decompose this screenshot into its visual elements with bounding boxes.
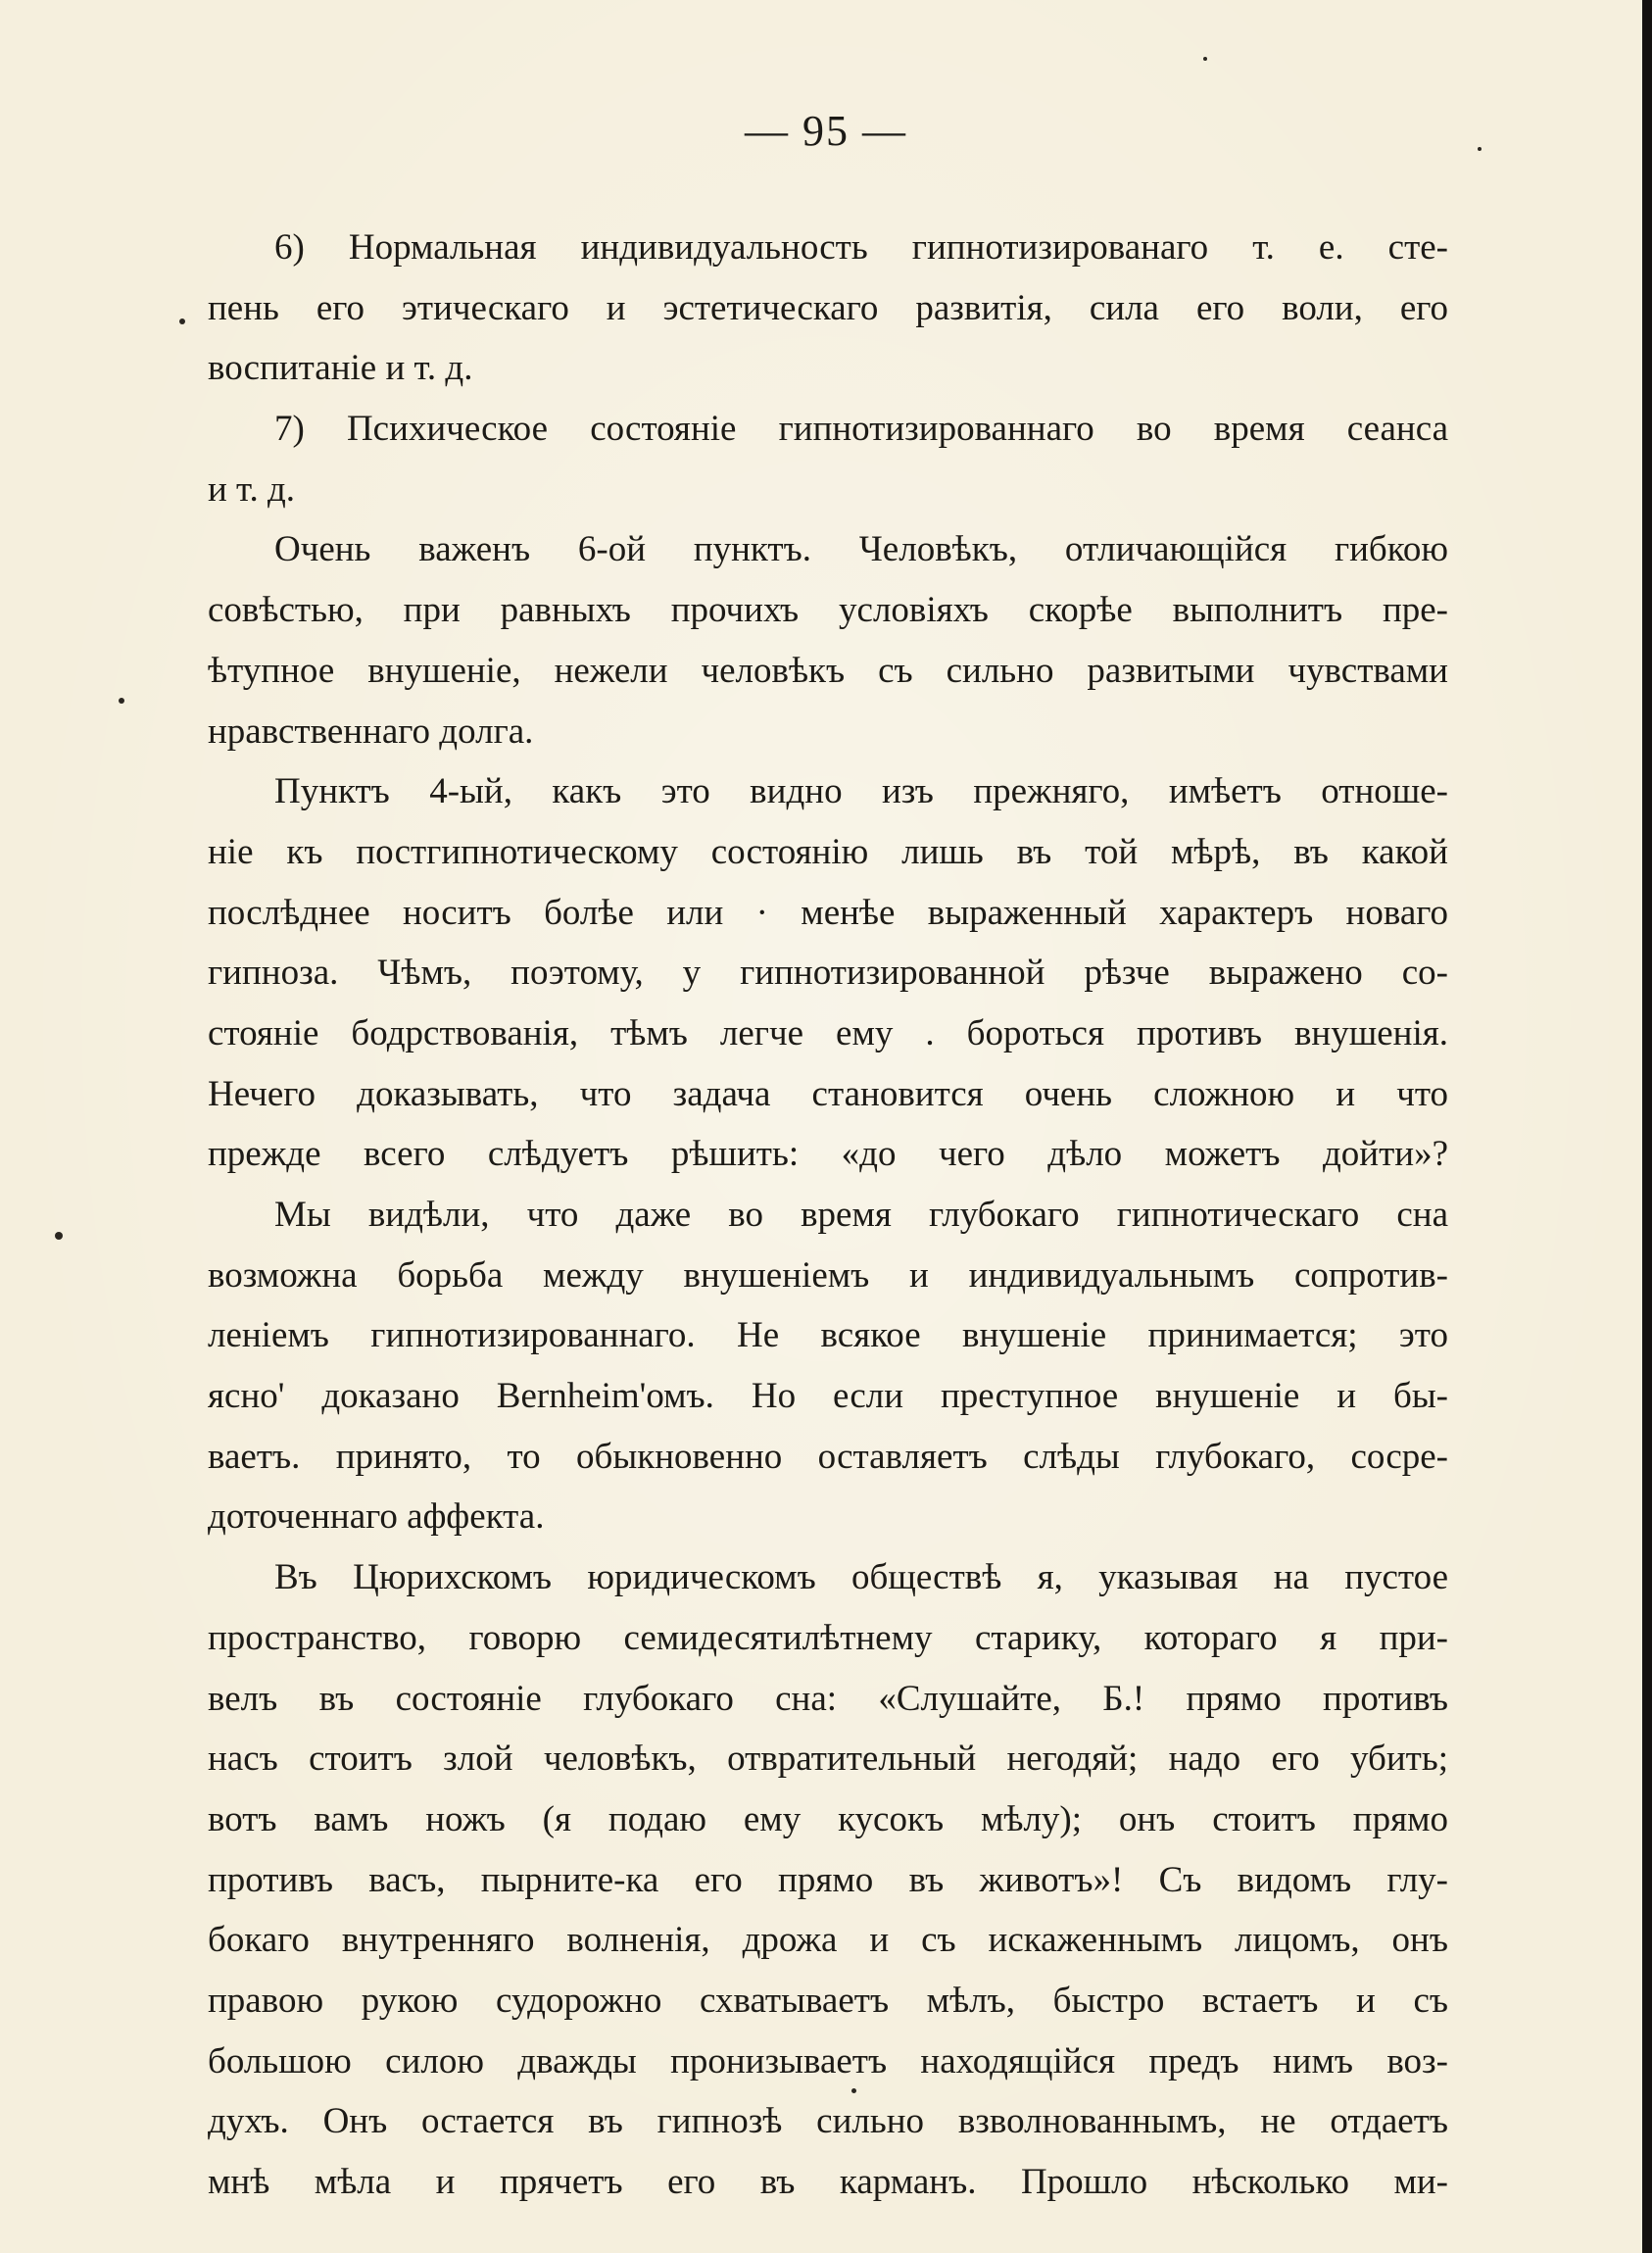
page-number: — 95 — [745,107,907,155]
text-line: противъ васъ, пырните-ка его прямо въ животъ»! Съ видомъ глу- [208,1859,1448,1900]
text-line: правою рукою судорожно схватываетъ мѣлъ, быстро встаетъ и съ [208,1980,1448,2021]
text-line: гипноза. Чѣмъ, поэтому, у гипнотизированной рѣзче выражено со- [208,953,1448,994]
ink-speck [119,698,124,704]
text-line: пень его этическаго и эстетическаго развитія, сила его воли, его [208,287,1448,328]
text-line: велъ въ состояніе глубокаго сна: «Слушайте, Б.! прямо противъ [208,1678,1448,1719]
text-line: и т. д. [208,468,296,510]
text-line: стояніе бодрствованія, тѣмъ легче ему . бороться противъ внушенія. [208,1012,1448,1053]
ink-speck [1478,147,1482,151]
ink-speck [179,318,185,324]
text-line: Пунктъ 4-ый, какъ это видно изъ прежняго, имѣетъ отноше- [274,771,1448,812]
text-line: нравственнаго долга. [208,710,534,752]
text-line: совѣстью, при равныхъ прочихъ условіяхъ скорѣе выполнитъ пре- [208,590,1448,631]
scan-edge [1642,0,1652,2253]
text-line: ѣтупное внушеніе, нежели человѣкъ съ сильно развитыми чувствами [208,650,1448,691]
text-line: большою силою дважды пронизываетъ находящійся предъ нимъ воз- [208,2040,1448,2082]
text-line: воспитаніе и т. д. [208,348,473,389]
ink-speck [851,2088,856,2093]
text-line: 7) Психическое состояніе гипнотизированнаго во время сеанса [274,409,1448,450]
text-line: насъ стоитъ злой человѣкъ, отвратительный негодяй; надо его убить; [208,1739,1448,1780]
text-line: Нечего доказывать, что задача становится очень сложною и что [208,1073,1448,1114]
text-line: Въ Цюрихскомъ юридическомъ обществѣ я, указывая на пустое [274,1557,1448,1598]
text-line: Очень важенъ 6-ой пунктъ. Человѣкъ, отличающійся гибкою [274,529,1448,570]
text-line: ваетъ. принято, то обыкновенно оставляетъ слѣды глубокаго, сосре- [208,1436,1448,1477]
text-line: духъ. Онъ остается въ гипнозѣ сильно взволнованнымъ, не отдаетъ [208,2101,1448,2142]
text-line: доточеннаго аффекта. [208,1496,545,1538]
body-text [208,218,1448,2213]
text-line: ніе къ постгипнотическому состоянію лишь въ той мѣрѣ, въ какой [208,831,1448,872]
ink-speck [55,1232,63,1240]
text-line: леніемъ гипнотизированнаго. Не всякое внушеніе принимается; это [208,1315,1448,1356]
text-line: вотъ вамъ ножъ (я подаю ему кусокъ мѣлу); онъ стоитъ прямо [208,1798,1448,1839]
text-line: бокаго внутренняго волненія, дрожа и съ искаженнымъ лицомъ, онъ [208,1920,1448,1961]
text-line: Мы видѣли, что даже во время глубокаго гипнотическаго сна [274,1195,1448,1235]
text-line: мнѣ мѣла и прячетъ его въ карманъ. Прошло нѣсколько ми- [208,2162,1448,2202]
ink-speck [1203,57,1207,61]
text-line: возможна борьба между внушеніемъ и индивидуальнымъ сопротив- [208,1254,1448,1296]
text-line: прежде всего слѣдуетъ рѣшить: «до чего дѣло можетъ дойти»? [208,1134,1448,1175]
text-line: ясно' доказано Bernheim'омъ. Но если преступное внушеніе и бы- [208,1376,1448,1417]
text-line: 6) Нормальная индивидуальность гипнотизированаго т. е. сте- [274,227,1448,268]
text-line: пространство, говорю семидесятилѣтнему старику, котораго я при- [208,1617,1448,1658]
text-line: послѣднее носитъ болѣе или · менѣе выраженный характеръ новаго [208,892,1448,933]
